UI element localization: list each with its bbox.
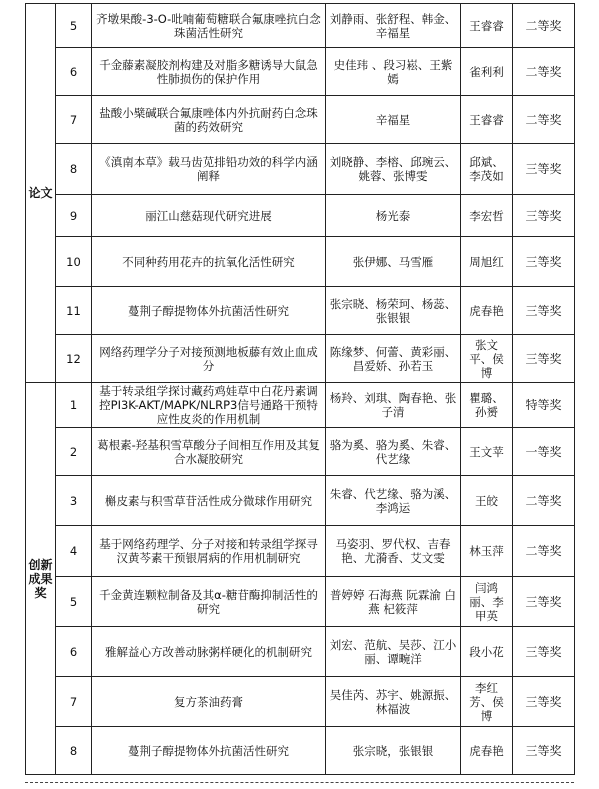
table-row (26, 4, 575, 48)
authors: 辛福星 (326, 96, 461, 144)
advisor: 雀利利 (461, 48, 513, 96)
advisor: 王睿睿 (461, 4, 513, 48)
table-row (26, 96, 575, 144)
project-title: 雅解益心方改善动脉粥样硬化的机制研究 (92, 627, 326, 677)
table-row (26, 335, 575, 383)
table-row (26, 383, 575, 428)
table-row (26, 526, 575, 577)
table-row (26, 287, 575, 335)
award-level: 三等奖 (513, 237, 575, 287)
authors: 刘宏、范航、吴莎、江小丽、谭畹洋 (326, 627, 461, 677)
award-level: 特等奖 (513, 383, 575, 428)
project-title: 槲皮素与积雪草苷活性成分微球作用研究 (92, 476, 326, 526)
table-row (26, 476, 575, 526)
page-edge-divider (25, 782, 574, 783)
project-title: 葛根素-羟基积雪草酸分子间相互作用及其复合水凝胶研究 (92, 428, 326, 476)
table-row (26, 144, 575, 195)
table-row (26, 48, 575, 96)
row-number: 7 (56, 96, 92, 144)
award-level: 三等奖 (513, 677, 575, 727)
row-number: 12 (56, 335, 92, 383)
project-title: 丽江山慈菇现代研究进展 (92, 195, 326, 237)
row-number: 1 (56, 383, 92, 428)
advisor: 段小花 (461, 627, 513, 677)
award-level: 三等奖 (513, 577, 575, 627)
project-title: 基于转录组学探讨藏药鸡娃草中白花丹素调控PI3K-AKT/MAPK/NLRP3信号通路干预特应性皮炎的作用机制 (92, 383, 326, 428)
row-number: 6 (56, 48, 92, 96)
project-title: 网络药理学分子对接预测地板藤有效止血成分 (92, 335, 326, 383)
table-row (26, 428, 575, 476)
advisor: 王睿睿 (461, 96, 513, 144)
authors: 陈缘梦、何蕾、黄彩丽、昌爱娇、孙若玉 (326, 335, 461, 383)
row-number: 9 (56, 195, 92, 237)
award-level: 二等奖 (513, 526, 575, 577)
advisor: 虎春艳 (461, 287, 513, 335)
row-number: 11 (56, 287, 92, 335)
authors: 张宗晓、杨荣珂、杨蕊、张银银 (326, 287, 461, 335)
authors: 普婷婷 石海燕 阮霖渝 白燕 杞筱萍 (326, 577, 461, 627)
awards-table (25, 3, 575, 775)
project-title: 蔓荆子醇提物体外抗菌活性研究 (92, 287, 326, 335)
row-number: 8 (56, 727, 92, 775)
table-row (26, 727, 575, 775)
authors: 杨羚、刘琪、陶春艳、张子清 (326, 383, 461, 428)
authors: 杨光泰 (326, 195, 461, 237)
project-title: 不同种药用花卉的抗氧化活性研究 (92, 237, 326, 287)
advisor: 虎春艳 (461, 727, 513, 775)
award-level: 二等奖 (513, 4, 575, 48)
row-number: 4 (56, 526, 92, 577)
project-title: 千金黄连颗粒制备及其α-糖苷酶抑制活性的研究 (92, 577, 326, 627)
award-level: 一等奖 (513, 428, 575, 476)
authors: 史佳玮 、段习崧、王紫嫣 (326, 48, 461, 96)
table-row (26, 577, 575, 627)
table-row (26, 627, 575, 677)
award-level: 三等奖 (513, 627, 575, 677)
award-level: 三等奖 (513, 727, 575, 775)
row-number: 8 (56, 144, 92, 195)
authors: 张宗晓，张银银 (326, 727, 461, 775)
advisor: 邱斌、李茂如 (461, 144, 513, 195)
row-number: 7 (56, 677, 92, 727)
row-number: 5 (56, 577, 92, 627)
project-title: 蔓荆子醇提物体外抗菌活性研究 (92, 727, 326, 775)
advisor: 林玉萍 (461, 526, 513, 577)
row-number: 2 (56, 428, 92, 476)
advisor: 王文苹 (461, 428, 513, 476)
row-number: 10 (56, 237, 92, 287)
authors: 吴佳芮、苏宇、姚源振、林福波 (326, 677, 461, 727)
project-title: 基于网络药理学、分子对接和转录组学探寻汉黄芩素干预银屑病的作用机制研究 (92, 526, 326, 577)
award-level: 三等奖 (513, 195, 575, 237)
advisor: 李宏哲 (461, 195, 513, 237)
advisor: 瞿璐、孙赟 (461, 383, 513, 428)
project-title: 复方茶油药膏 (92, 677, 326, 727)
award-level: 三等奖 (513, 144, 575, 195)
project-title: 千金藤素凝胶剂构建及对脂多糖诱导大鼠急性肺损伤的保护作用 (92, 48, 326, 96)
row-number: 6 (56, 627, 92, 677)
advisor: 张文平、侯博 (461, 335, 513, 383)
authors: 骆为奚、骆为奚、朱睿、代艺缘 (326, 428, 461, 476)
authors: 朱睿、代艺缘、骆为溪、李鸿运 (326, 476, 461, 526)
award-level: 二等奖 (513, 476, 575, 526)
project-title: 《滇南本草》载马齿苋排铅功效的科学内涵阐释 (92, 144, 326, 195)
authors: 马姿羽、罗代权、吉春艳、尤漪香、艾文雯 (326, 526, 461, 577)
category-cell-innovation: 创新成果奖 (26, 383, 56, 775)
authors: 张伊娜、马雪雁 (326, 237, 461, 287)
category-cell-paper: 论文 (26, 4, 56, 383)
advisor: 周旭红 (461, 237, 513, 287)
award-level: 三等奖 (513, 287, 575, 335)
row-number: 5 (56, 4, 92, 48)
authors: 刘晓静、李榕、邱琬云、姚蓉、张博雯 (326, 144, 461, 195)
table-row (26, 237, 575, 287)
row-number: 3 (56, 476, 92, 526)
award-level: 二等奖 (513, 48, 575, 96)
table-row (26, 677, 575, 727)
authors: 刘静雨、张舒程、韩金、辛福星 (326, 4, 461, 48)
advisor: 王皎 (461, 476, 513, 526)
award-level: 二等奖 (513, 96, 575, 144)
advisor: 闫鸿丽、李甲英 (461, 577, 513, 627)
project-title: 齐墩果酸-3-O-吡喃葡萄糖联合氟康唑抗白念珠菌活性研究 (92, 4, 326, 48)
project-title: 盐酸小檗碱联合氟康唑体内外抗耐药白念珠菌的药效研究 (92, 96, 326, 144)
award-level: 三等奖 (513, 335, 575, 383)
advisor: 李红芳、侯博 (461, 677, 513, 727)
table-row (26, 195, 575, 237)
